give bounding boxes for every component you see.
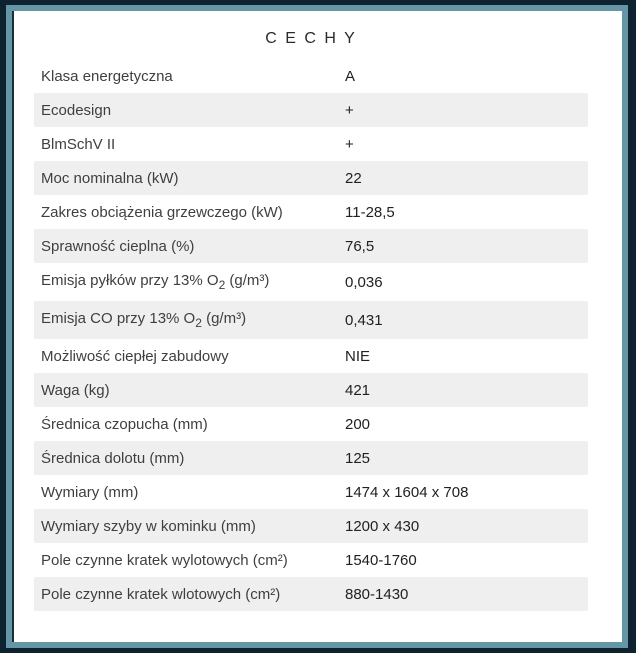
table-row — [34, 195, 588, 229]
spec-panel — [6, 5, 628, 648]
row-label: Sprawność cieplna (%) — [41, 237, 195, 255]
table-row — [34, 543, 588, 577]
row-value: 76,5 — [345, 237, 375, 255]
row-label: Zakres obciążenia grzewczego (kW) — [41, 203, 283, 221]
row-value: 0,431 — [345, 311, 383, 329]
table-row — [34, 407, 588, 441]
row-label: Waga (kg) — [41, 381, 110, 399]
table-row — [34, 509, 588, 543]
table-row — [34, 301, 588, 339]
spec-table — [34, 11, 588, 611]
row-value: 1474 x 1604 x 708 — [345, 483, 469, 501]
table-row — [34, 475, 588, 509]
table-row — [34, 373, 588, 407]
table-row — [34, 161, 588, 195]
table-row — [34, 339, 588, 373]
table-title: C E C H Y — [265, 30, 357, 47]
row-label: Pole czynne kratek wlotowych (cm²) — [41, 585, 281, 603]
row-label: Pole czynne kratek wylotowych (cm²) — [41, 551, 288, 569]
row-label: Wymiary szyby w kominku (mm) — [41, 517, 256, 535]
row-value: A — [345, 67, 356, 85]
table-row — [34, 577, 588, 611]
row-label: Moc nominalna (kW) — [41, 169, 179, 187]
row-value: 421 — [345, 381, 371, 399]
row-value: NIE — [345, 347, 371, 365]
table-row — [34, 263, 588, 301]
row-label: Klasa energetyczna — [41, 67, 173, 85]
table-row — [34, 59, 588, 93]
row-label: Średnica dolotu (mm) — [41, 449, 185, 467]
row-label: Średnica czopucha (mm) — [41, 415, 208, 433]
row-label: Emisja pyłków przy 13% $O_2$ (g/m³) — [41, 272, 270, 292]
row-value: 880-1430 — [345, 585, 409, 603]
table-row — [34, 441, 588, 475]
row-value: + — [345, 101, 354, 119]
row-value: 200 — [345, 415, 371, 433]
row-label: Ecodesign — [41, 101, 112, 119]
row-label: BlmSchV II — [41, 135, 116, 153]
table-row — [34, 229, 588, 263]
table-row — [34, 93, 588, 127]
row-label: Emisja CO przy 13% $O_2$ (g/m³) — [41, 310, 247, 330]
row-value: + — [345, 135, 354, 153]
row-label: Możliwość ciepłej zabudowy — [41, 347, 229, 365]
row-label: Wymiary (mm) — [41, 483, 139, 501]
row-value: 1200 x 430 — [345, 517, 420, 535]
table-row — [34, 127, 588, 161]
row-value: 0,036 — [345, 273, 383, 291]
table-rows — [34, 59, 588, 611]
row-value: 22 — [345, 169, 362, 187]
row-value: 1540-1760 — [345, 551, 417, 569]
row-value: 11-28,5 — [345, 203, 395, 221]
row-value: 125 — [345, 449, 371, 467]
